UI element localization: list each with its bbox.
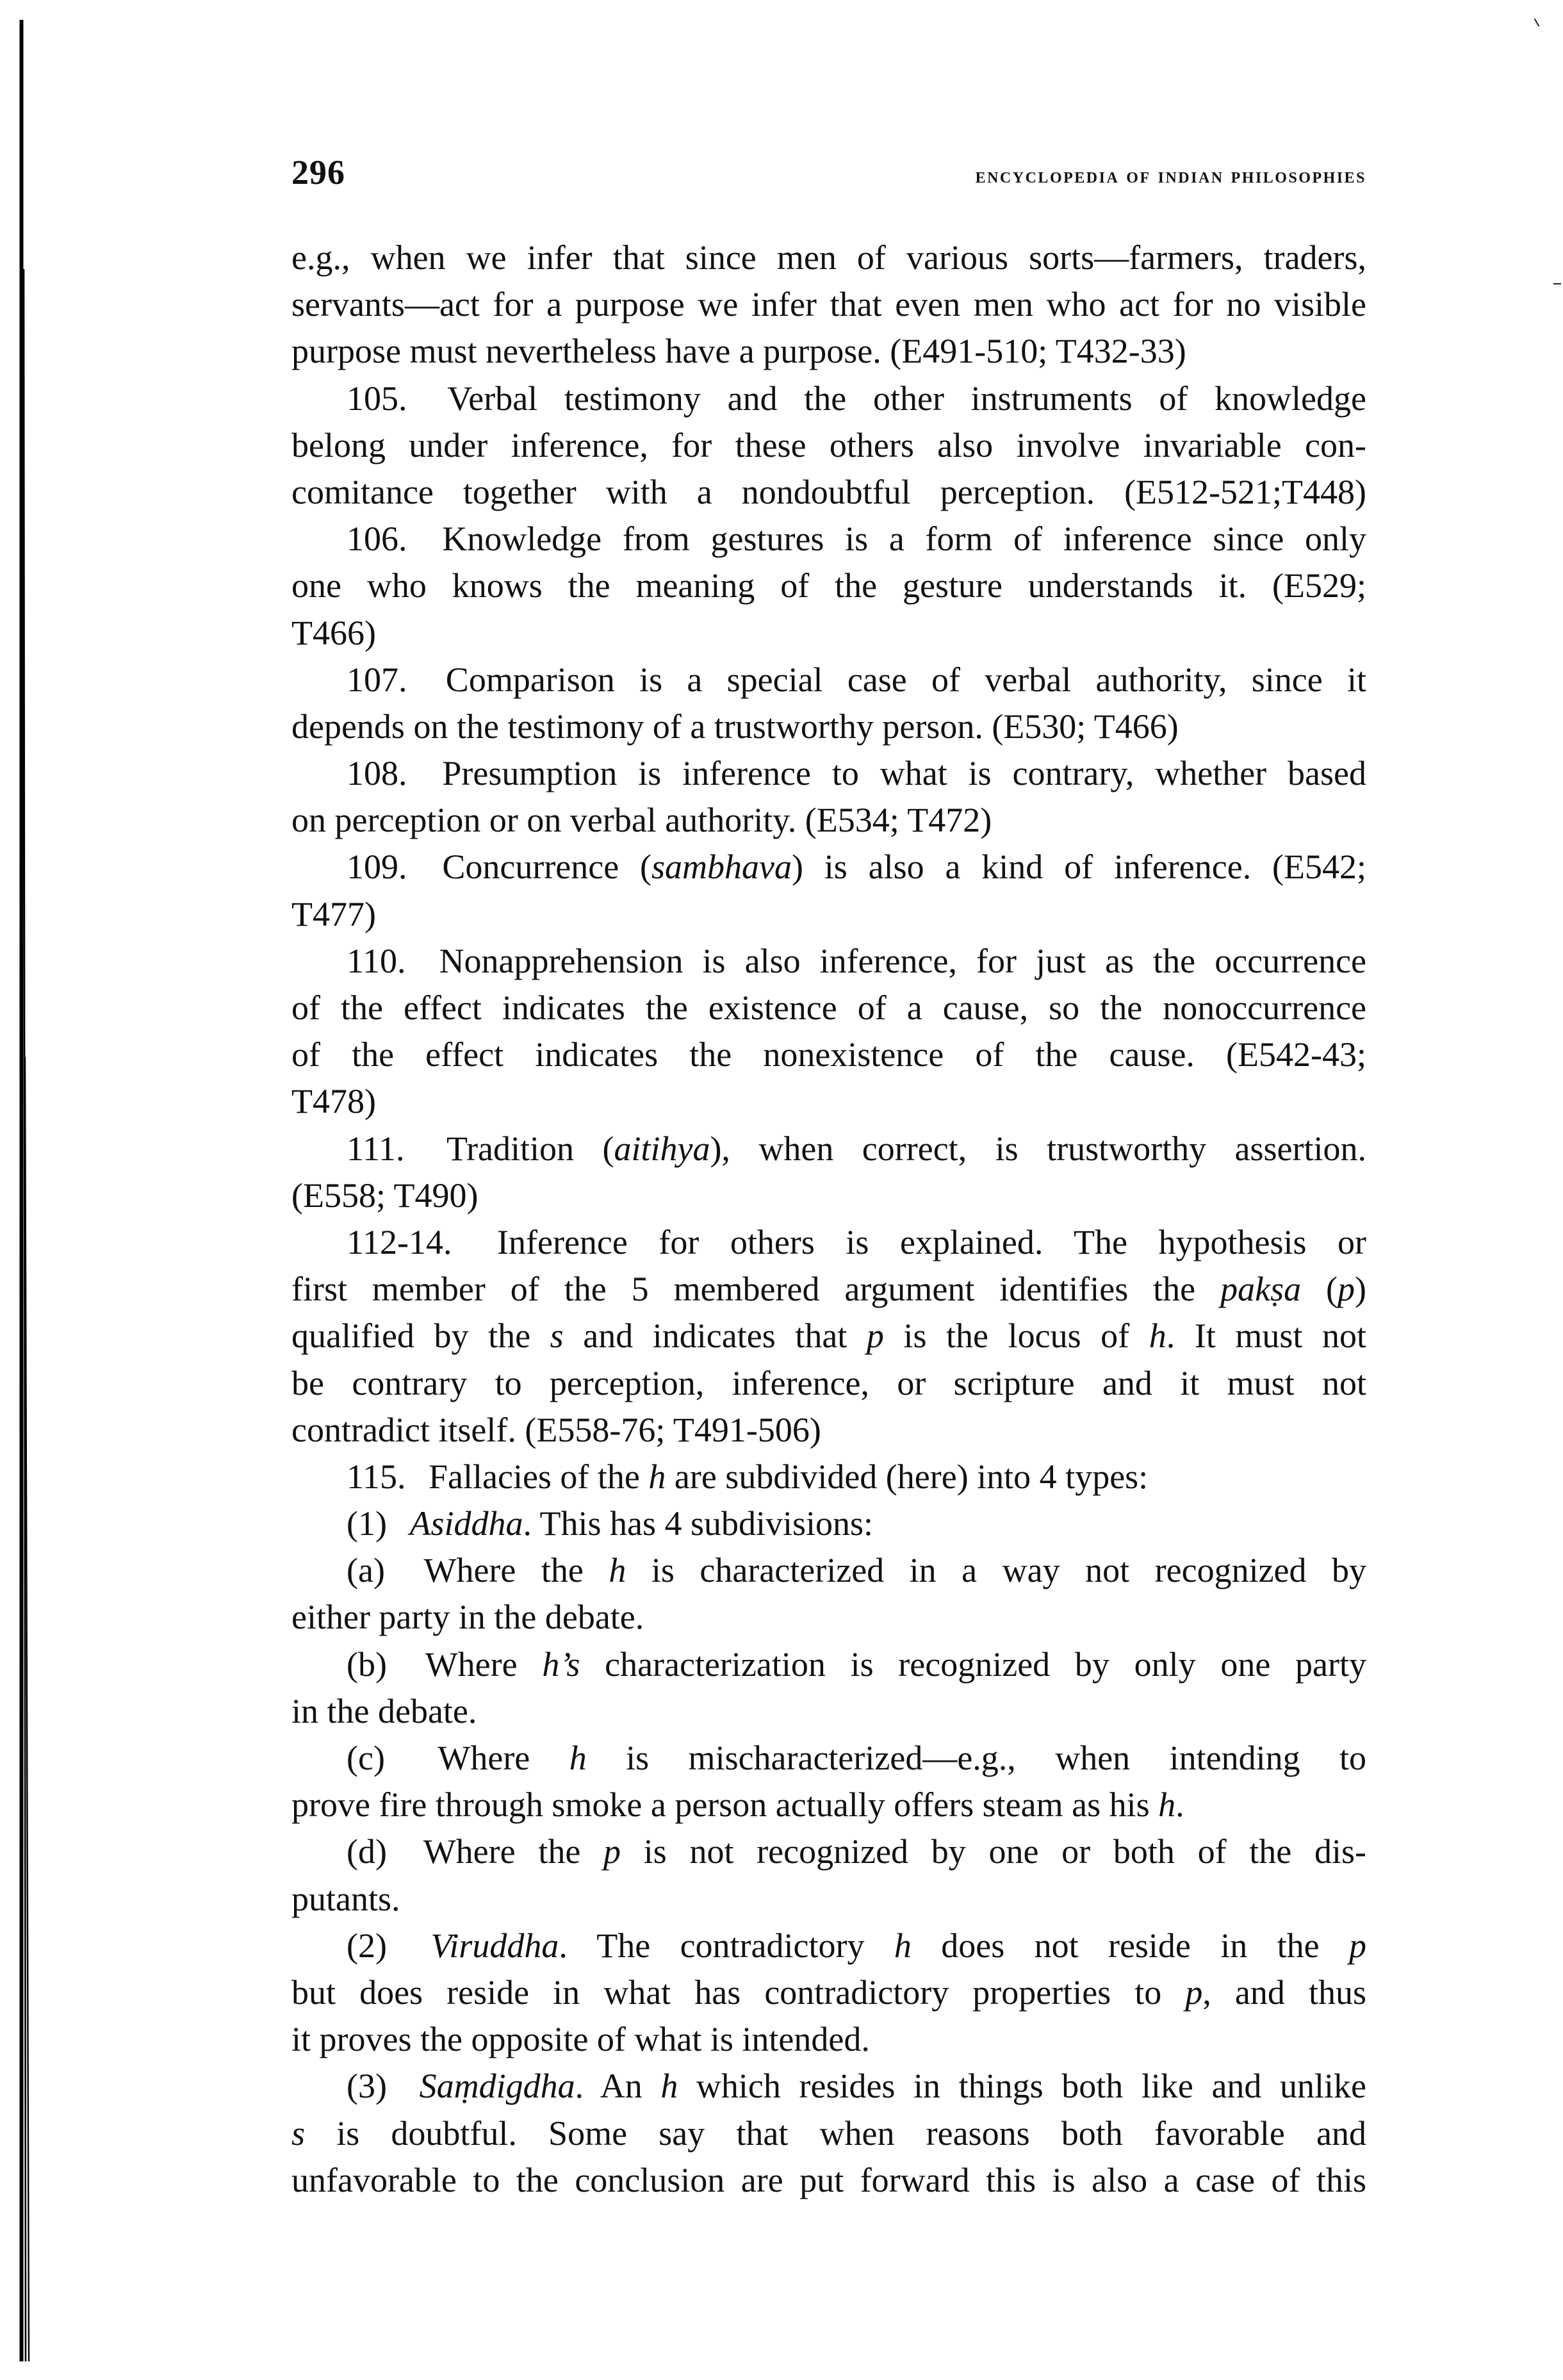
text-line	[291, 2020, 1366, 2067]
text-line	[291, 989, 1366, 1035]
italic-term: h	[648, 1457, 666, 1496]
text-run: does not reside in the	[911, 1926, 1349, 1965]
text-line	[291, 1692, 1366, 1739]
text-run: ) is also a kind of inference. (E542;	[791, 848, 1367, 887]
text-run: purpose must nevertheless have a purpose. (E491-510; T432-33)	[291, 332, 1186, 371]
text-line	[291, 707, 1366, 754]
text-line	[291, 1223, 1366, 1270]
text-line	[291, 238, 1366, 285]
text-run: . It must not	[1166, 1317, 1367, 1356]
italic-term: p	[603, 1832, 621, 1871]
text-line	[291, 1317, 1366, 1363]
italic-term: Asiddha	[409, 1504, 523, 1543]
italic-term: Saṃdigdha	[419, 2067, 575, 2106]
text-line	[291, 2067, 1366, 2113]
text-run: it proves the opposite of what is intended.	[291, 2020, 870, 2059]
text-line	[291, 1973, 1366, 2020]
paragraph-number: 106.	[347, 520, 407, 559]
italic-term: p	[1349, 1926, 1366, 1965]
text-line	[291, 332, 1366, 379]
paragraph-number: 107.	[347, 660, 407, 699]
text-run: of the effect indicates the nonexistence of the cause. (E542-43;	[291, 1035, 1366, 1074]
text-run: on perception or on verbal authority. (E534; T472)	[291, 801, 992, 840]
text-line	[291, 1082, 1366, 1129]
text-run: . This has 4 subdivisions:	[523, 1504, 874, 1543]
text-line	[291, 848, 1366, 894]
page-number: 296	[291, 153, 345, 192]
running-head: encyclopedia of indian philosophies	[975, 164, 1366, 188]
text-run: . An	[575, 2067, 661, 2106]
text-run: Where the	[423, 1832, 604, 1871]
italic-term: h	[1149, 1317, 1166, 1356]
text-line	[291, 2161, 1366, 2208]
paragraph-number: 105.	[347, 379, 407, 418]
text-line	[291, 566, 1366, 613]
italic-term: h	[569, 1739, 587, 1777]
text-run: Inference for others is explained. The hypothesis or	[497, 1222, 1366, 1261]
text-line	[291, 1270, 1366, 1317]
text-run: qualified by the	[291, 1317, 550, 1356]
text-run: one who knows the meaning of the gesture understands it. (E529;	[291, 566, 1366, 605]
paragraph-number: 115.	[347, 1457, 406, 1496]
text-run: , and thus	[1202, 1973, 1366, 2012]
paragraph-number: (a)	[347, 1551, 385, 1590]
italic-term: h	[894, 1926, 912, 1965]
text-run: either party in the debate.	[291, 1598, 644, 1637]
text-run: .	[1175, 1785, 1184, 1825]
text-run: depends on the testimony of a trustworthy person. (E530; T466)	[291, 707, 1179, 746]
text-run: Concurrence (	[442, 848, 651, 887]
text-line	[291, 661, 1366, 707]
text-run: servants—act for a purpose we infer that even men who act for no visible	[291, 285, 1366, 324]
paragraph-number: (3)	[347, 2067, 387, 2106]
body-text	[291, 238, 1366, 2208]
text-line	[291, 285, 1366, 332]
text-run: first member of the 5 membered argument identifies the	[291, 1270, 1221, 1309]
text-line	[291, 473, 1366, 520]
text-run: is characterized in a way not recognized by	[626, 1551, 1367, 1590]
italic-term: p	[1338, 1270, 1355, 1309]
paragraph-number: 110.	[347, 941, 406, 980]
italic-term: h	[609, 1551, 626, 1590]
italic-term: p	[1185, 1973, 1203, 2012]
text-run: Tradition (	[446, 1129, 614, 1168]
text-run: comitance together with a nondoubtful perception. (E512-521;T448)	[291, 472, 1366, 511]
text-run: in the debate.	[291, 1691, 477, 1730]
text-run: Presumption is inference to what is contrary, whether based	[442, 754, 1366, 793]
italic-term: s	[550, 1317, 564, 1356]
text-run: (	[1301, 1270, 1338, 1309]
text-run: is mischaracterized—e.g., when intending to	[586, 1739, 1366, 1777]
text-run: are subdivided (here) into 4 types:	[666, 1457, 1149, 1496]
italic-term: pakṣa	[1220, 1270, 1302, 1309]
text-run: Where	[425, 1645, 543, 1684]
text-line	[291, 1035, 1366, 1082]
text-line	[291, 942, 1366, 989]
text-line	[291, 1457, 1366, 1504]
text-line	[291, 1739, 1366, 1785]
text-run: Where	[438, 1739, 569, 1777]
text-run: Nonapprehension is also inference, for just as the occurrence	[439, 941, 1367, 980]
text-run: is the locus of	[883, 1317, 1149, 1356]
text-run: but does reside in what has contradictory properties to	[291, 1973, 1186, 2012]
text-line	[291, 2114, 1366, 2161]
text-run: Verbal testimony and the other instruments of knowledge	[447, 379, 1366, 418]
paragraph-number: 111.	[347, 1129, 405, 1168]
text-run: which resides in things both like and unlike	[678, 2067, 1367, 2106]
text-line	[291, 1785, 1366, 1832]
text-run: T478)	[291, 1082, 376, 1121]
text-line	[291, 895, 1366, 942]
text-run: is not recognized by one or both of the dis-	[621, 1832, 1366, 1871]
text-run: Where the	[423, 1551, 609, 1590]
scan-speck	[1553, 283, 1561, 284]
binding-edge-lines	[0, 0, 51, 2380]
text-line	[291, 1411, 1366, 1457]
paragraph-number: 108.	[347, 754, 407, 793]
text-line	[291, 379, 1366, 426]
text-line	[291, 1504, 1366, 1551]
text-run: of the effect indicates the existence of a cause, so the nonoccurrence	[291, 989, 1366, 1027]
text-run: prove fire through smoke a person actually offers steam as his	[291, 1785, 1159, 1825]
text-line	[291, 1645, 1366, 1692]
italic-term: p	[866, 1317, 884, 1356]
text-run: ), when correct, is trustworthy assertion.	[710, 1129, 1366, 1168]
text-run: characterization is recognized by only one party	[580, 1645, 1366, 1684]
text-run: (E558; T490)	[291, 1176, 479, 1215]
italic-term: h	[1158, 1785, 1176, 1825]
text-run: and indicates that	[563, 1317, 867, 1356]
paragraph-number: (1)	[347, 1504, 387, 1543]
italic-term: s	[291, 2113, 306, 2153]
scan-speck	[1534, 18, 1540, 26]
text-line	[291, 1832, 1366, 1879]
italic-term: aitihya	[614, 1129, 710, 1168]
text-run: Fallacies of the	[429, 1457, 649, 1496]
text-line	[291, 1364, 1366, 1411]
text-run: is doubtful. Some say that when reasons both favorable and	[305, 2113, 1366, 2153]
text-run: e.g., when we infer that since men of various sorts—farmers, traders,	[291, 238, 1366, 277]
text-run: contradict itself. (E558-76; T491-506)	[291, 1410, 821, 1449]
paragraph-number: 112-14.	[347, 1222, 452, 1261]
paragraph-number: (d)	[347, 1832, 387, 1871]
text-line	[291, 426, 1366, 473]
italic-term: Viruddha	[430, 1926, 559, 1965]
text-run: putants.	[291, 1879, 400, 1918]
paragraph-number: (c)	[347, 1739, 385, 1777]
italic-term: h	[660, 2067, 678, 2106]
text-run: Knowledge from gestures is a form of inference since only	[442, 520, 1366, 559]
text-line	[291, 614, 1366, 661]
text-line	[291, 1880, 1366, 1926]
text-line	[291, 801, 1366, 848]
paragraph-number: (2)	[347, 1926, 387, 1965]
text-run: Comparison is a special case of verbal authority, since it	[445, 660, 1367, 699]
text-line	[291, 1129, 1366, 1176]
italic-term: h’s	[542, 1645, 580, 1684]
text-line	[291, 520, 1366, 566]
text-run: T466)	[291, 613, 376, 652]
text-line	[291, 1598, 1366, 1645]
paragraph-number: 109.	[347, 848, 407, 887]
text-run: T477)	[291, 894, 376, 933]
text-line	[291, 1551, 1366, 1598]
text-run: belong under inference, for these others also involve invariable con-	[291, 425, 1366, 464]
text-line	[291, 754, 1366, 801]
page-header	[291, 153, 1366, 192]
text-line	[291, 1176, 1366, 1223]
text-line	[291, 1926, 1366, 1973]
text-run: . The contradictory	[559, 1926, 894, 1965]
paragraph-number: (b)	[347, 1645, 387, 1684]
italic-term: sambhava	[651, 848, 792, 887]
text-run: unfavorable to the conclusion are put forward this is also a case of this	[291, 2160, 1366, 2199]
text-run: )	[1355, 1270, 1367, 1309]
text-run: be contrary to perception, inference, or scripture and it must not	[291, 1363, 1366, 1402]
